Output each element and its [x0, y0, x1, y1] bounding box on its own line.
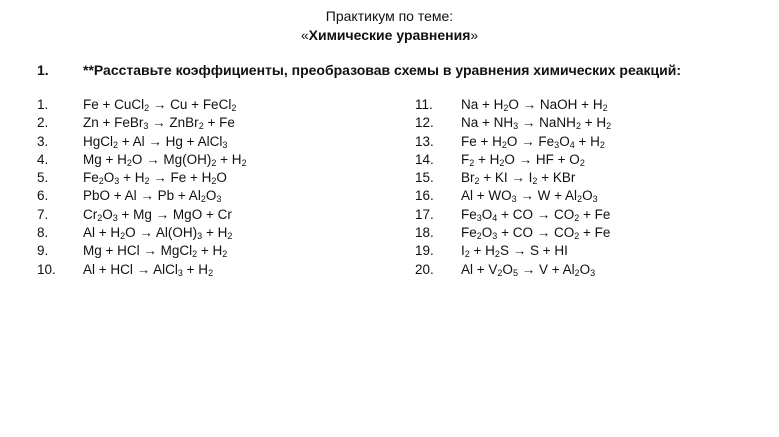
equation-number: 5. — [37, 170, 49, 186]
equation-text: HgCl$_2$ + Al → Hg + AlCl$_3$ — [83, 133, 228, 150]
subtitle-text: Химические уравнения — [308, 27, 471, 43]
equations-column-left — [37, 97, 247, 280]
equation-number: 1. — [37, 97, 49, 112]
equation-row — [37, 115, 247, 133]
equation-number: 10. — [37, 261, 56, 277]
equation-text: $Cr_2O_3 + Mg$ → MgO + Cr — [83, 206, 232, 223]
page-title: Практикум по теме: — [325, 8, 454, 24]
equation-row — [37, 188, 247, 206]
equation-row — [37, 262, 247, 280]
equation-text: $I_2 + H_2S \to S$ + HI — [461, 243, 568, 260]
equation-number: 7. — [37, 206, 49, 222]
subtitle-close-quote: » — [470, 27, 479, 43]
equation-text: Al + HCl → AlCl$_3$ + $H_2$ — [83, 261, 214, 278]
equation-row — [37, 207, 247, 225]
equation-row — [415, 115, 611, 133]
equation-text: PbO + $Al \to Pb + Al_2O_3$ — [83, 188, 222, 205]
equation-number: 4. — [37, 151, 49, 167]
equation-row — [415, 243, 611, 261]
equation-number: 18. — [415, 225, 434, 241]
equation-text: $Al + V_2O_5 \to V + Al_2O_3$ — [461, 261, 596, 278]
equation-row — [415, 152, 611, 170]
equation-text: Mg + HCl → MgCl$_2$ + $H_2$ — [83, 243, 228, 260]
task-number: 1. — [37, 62, 49, 78]
equation-number: 17. — [415, 206, 434, 222]
equation-row — [415, 188, 611, 206]
page-subtitle — [0, 27, 779, 43]
equation-row — [37, 97, 247, 115]
equation-row — [37, 243, 247, 261]
equations-column-right — [415, 97, 611, 280]
equation-text: $F_2 + H_2O$ → HF + $O_2$ — [461, 151, 585, 168]
equation-number: 3. — [37, 133, 49, 149]
equation-text: $Mg + H_2O \to Mg(OH)_2 + H_2$ — [83, 151, 247, 168]
equation-number: 9. — [37, 243, 49, 259]
equation-number: 15. — [415, 170, 434, 186]
equation-text: $Fe_2O_3$ + CO → $CO_2 + Fe$ — [461, 225, 611, 242]
equation-number: 20. — [415, 261, 434, 277]
equation-text: $Na + NH_3$ → NaNH$_2$ + $H_2$ — [461, 115, 612, 132]
equation-row — [415, 207, 611, 225]
equation-number: 12. — [415, 115, 434, 131]
equation-row — [415, 225, 611, 243]
equation-text: $Al + H_2O \to Al(OH)_3 + H_2$ — [83, 225, 233, 242]
subtitle-open-quote: « — [300, 27, 309, 43]
equation-row — [37, 170, 247, 188]
equation-text: $Al + WO_3 \to W + Al_2O_3$ — [461, 188, 598, 205]
equation-row — [415, 262, 611, 280]
equation-row — [415, 97, 611, 115]
equation-text: $Na + H_2O$ → NaOH + $H_2$ — [461, 97, 608, 113]
equation-row — [415, 170, 611, 188]
equation-number: 19. — [415, 243, 434, 259]
equation-row — [37, 134, 247, 152]
equation-number: 13. — [415, 133, 434, 149]
equation-number: 16. — [415, 188, 434, 204]
equation-number: 8. — [37, 225, 49, 241]
equation-number: 2. — [37, 115, 49, 131]
equation-row — [415, 134, 611, 152]
task-heading — [37, 62, 681, 78]
equation-text: Zn + FeBr$_3$ → ZnBr$_2$ + Fe — [83, 115, 235, 132]
equation-row — [37, 152, 247, 170]
task-text: **Расставьте коэффициенты, преобразовав схемы в уравнения химических реакций: — [83, 62, 682, 78]
equation-text: Fe + CuCl$_2$ → Cu + FeCl$_2$ — [83, 97, 237, 113]
equation-number: 6. — [37, 188, 49, 204]
equation-text: $Fe_2O_3 + H_2 \to Fe + H_2O$ — [83, 170, 227, 187]
equation-number: 11. — [415, 97, 433, 112]
equation-row — [37, 225, 247, 243]
equation-text: $Fe + H_2O \to Fe_3O_4 + H_2$ — [461, 133, 605, 150]
equation-text: $Fe_3O_4$ + CO → $CO_2 + Fe$ — [461, 206, 611, 223]
equation-text: $Br_2$ + KI → $I_2$ + KBr — [461, 170, 576, 187]
equation-number: 14. — [415, 151, 434, 167]
